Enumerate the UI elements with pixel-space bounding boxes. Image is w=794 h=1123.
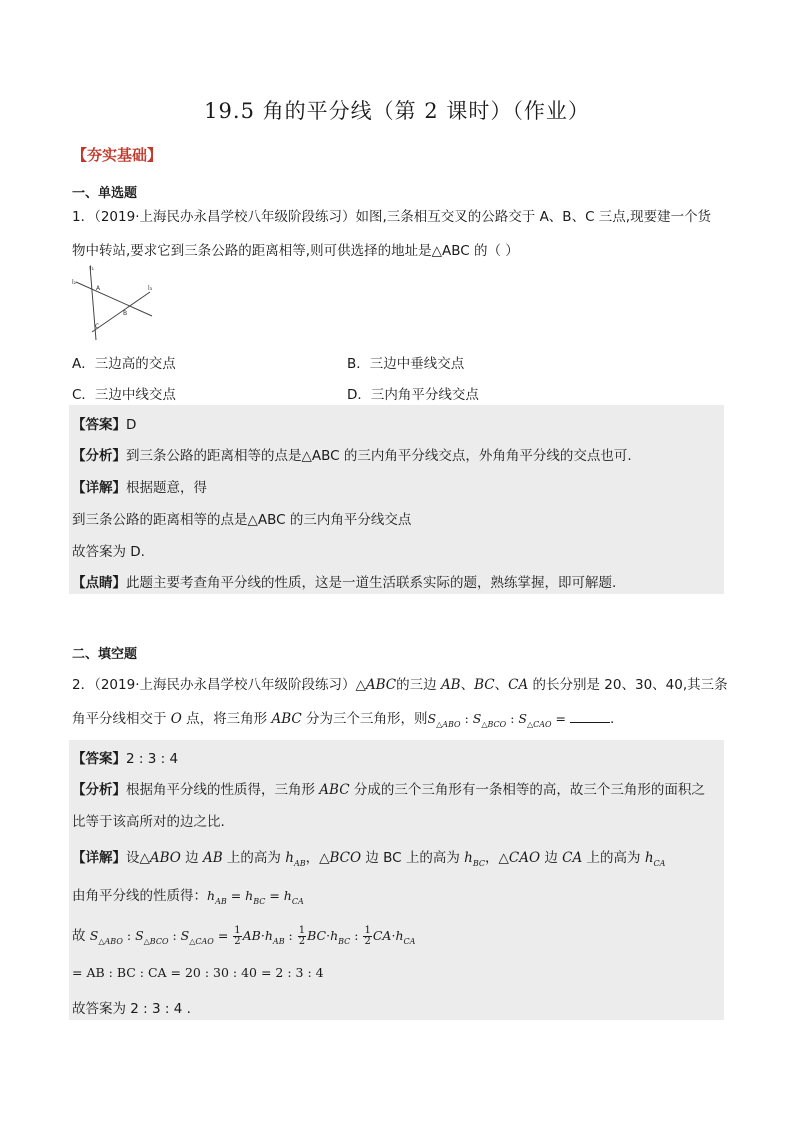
detail-label: 【详解】 xyxy=(72,480,126,496)
option-c: C．三边中线交点 xyxy=(72,387,176,403)
q2-detail-line-3: 故 $S_{\triangle ABO}$ : $S_{\triangle BCO}$ : $S_{\triangle CAO}$ = $\frac{1}{2}$ $AB\cdot h_{AB}$ : $\frac{1}{2}$ $BC\cdot h_{BC}$ : $\frac{1}{2}$ $CA\cdot h_{CA}$ xyxy=(72,925,416,947)
fraction-half: $\frac{1}{2}$ xyxy=(234,925,241,947)
q2-analysis-line-2: 比等于该高所对的边之比. xyxy=(72,814,225,830)
q2-detail-line-5: 故答案为 2 : 3 : 4 . xyxy=(72,1001,191,1017)
q1-detail xyxy=(72,476,207,496)
comment-label: 【点睛】 xyxy=(72,575,126,591)
q2-detail: 【详解】设△ABO 边 AB 上的高为 $h_{AB}$，△BCO 边 BC 上的高为 $h_{BC}$，△CAO 边 CA 上的高为 $h_{CA}$ xyxy=(72,850,666,868)
q2-analysis: 【分析】根据角平分线的性质得，三角形 ABC 分成的三个三角形有一条相等的高，故三个三角形的面积之 xyxy=(72,782,705,798)
label-l3: l₃ xyxy=(148,285,153,292)
roads-figure xyxy=(70,264,170,344)
analysis-label: 【分析】 xyxy=(72,448,126,464)
option-a: A．三边高的交点 xyxy=(72,356,176,372)
option-d: D．三内角平分线交点 xyxy=(347,387,479,403)
q2-detail-line-2: 由角平分线的性质得：$h_{AB} = h_{BC} = h_{CA}$ xyxy=(72,888,304,906)
label-B: B xyxy=(123,310,128,317)
comment-text: 此题主要考查角平分线的性质，这是一道生活联系实际的题，熟练掌握，即可解题. xyxy=(126,575,617,591)
section-heading-fill-blank: 二、填空题 xyxy=(72,647,138,662)
detail-label: 【详解】 xyxy=(72,850,126,866)
fraction-half: $\frac{1}{2}$ xyxy=(364,925,371,947)
q2-answer xyxy=(72,747,178,767)
answer-blank xyxy=(570,710,610,723)
answer-label: 【答案】 xyxy=(72,751,126,767)
solution-box-1 xyxy=(69,405,724,594)
q2-detail-line-4: = AB : BC : CA = 20 : 30 : 40 = 2 : 3 : 4 xyxy=(72,965,324,980)
page-title: 19.5 角的平分线（第 2 课时）（作业） xyxy=(204,99,590,123)
label-l2: l₂ xyxy=(72,279,77,286)
question-2-line-2: 角平分线相交于 O 点，将三角形 ABC 分为三个三角形，则$S_{\triangle ABO}$ : $S_{\triangle BCO}$ : $S_{\triangle CAO}$ = . xyxy=(72,711,615,729)
option-b: B．三边中垂线交点 xyxy=(347,356,465,372)
section-tag: 【夯实基础】 xyxy=(72,146,163,164)
analysis-label: 【分析】 xyxy=(72,782,126,798)
question-2-line-1: 2．（2019·上海民办永昌学校八年级阶段练习）△ABC的三边 AB、BC、CA 的长分别是 20、30、40,其三条 xyxy=(72,677,728,693)
q1-detail-line-3: 故答案为 D. xyxy=(72,544,145,560)
q1-analysis xyxy=(72,444,632,464)
detail-text: 根据题意，得 xyxy=(126,480,207,496)
analysis-text: 到三条公路的距离相等的点是△ABC 的三内角平分线交点，外角角平分线的交点也可. xyxy=(126,448,632,464)
label-l1: l₁ xyxy=(90,265,95,272)
answer-value: D xyxy=(126,417,137,433)
label-A: A xyxy=(96,285,101,292)
question-1-line-1: 1．（2019·上海民办永昌学校八年级阶段练习）如图,三条相互交叉的公路交于 A、B、C 三点,现要建一个货 xyxy=(72,209,712,225)
question-1-line-2: 物中转站,要求它到三条公路的距离相等,则可供选择的地址是△ABC 的（ ） xyxy=(72,243,519,259)
fraction-half: $\frac{1}{2}$ xyxy=(298,925,306,947)
section-heading-single-choice: 一、单选题 xyxy=(72,186,138,201)
label-C: C xyxy=(95,323,100,330)
q1-answer xyxy=(72,413,136,433)
answer-label: 【答案】 xyxy=(72,417,126,433)
answer-value: 2 : 3 : 4 xyxy=(126,751,179,767)
q1-detail-line-2: 到三条公路的距离相等的点是△ABC 的三内角平分线交点 xyxy=(72,512,412,528)
q1-comment xyxy=(72,571,616,591)
